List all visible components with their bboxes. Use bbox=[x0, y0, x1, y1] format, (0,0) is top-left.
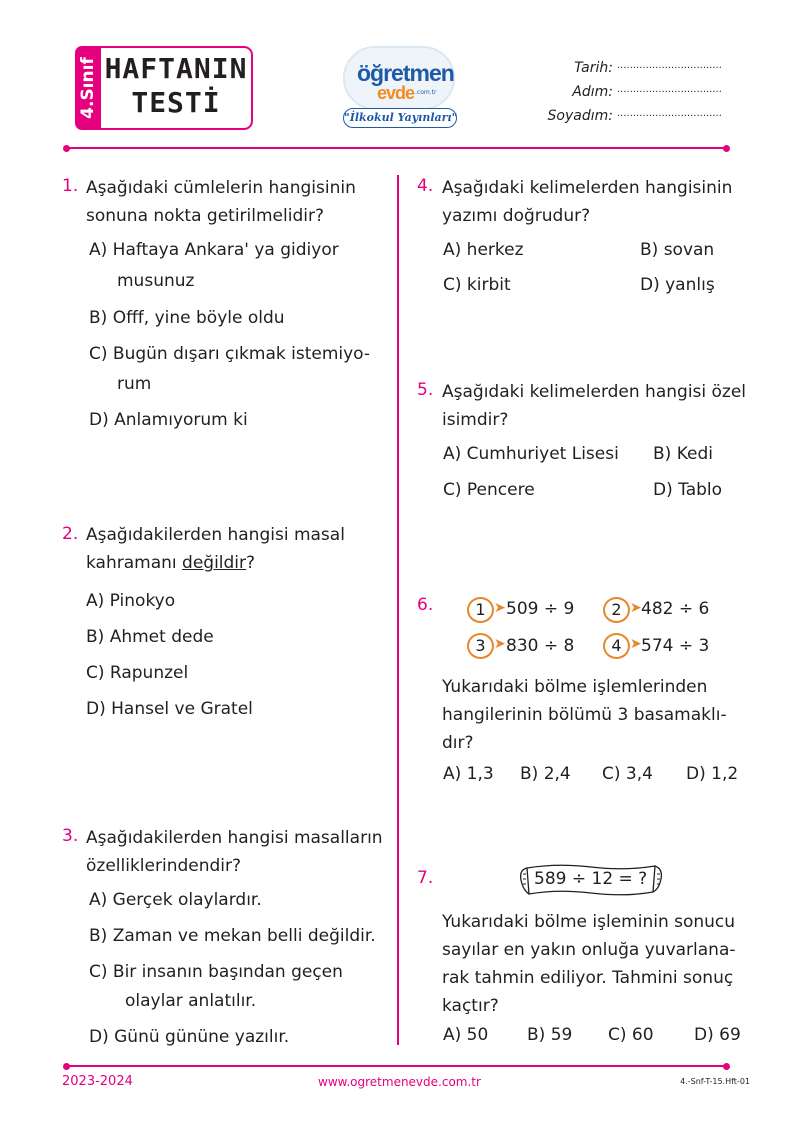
q4-stem-line-1: Aşağıdaki kelimelerden hangisinin bbox=[442, 178, 733, 198]
q7-option-c[interactable]: C) 60 bbox=[608, 1025, 654, 1045]
logo-word-evde: evde bbox=[377, 83, 415, 103]
q6-item-3-number-circle: 3 bbox=[467, 633, 494, 659]
q1-stem bbox=[86, 174, 356, 230]
q6-option-a[interactable]: A) 1,3 bbox=[443, 764, 494, 784]
name-label: Adım: bbox=[572, 84, 613, 100]
q4-option-b[interactable]: B) sovan bbox=[640, 240, 715, 260]
logo-word-ogretmen: öğretmen bbox=[357, 60, 454, 86]
test-title bbox=[103, 52, 249, 120]
q1-option-a[interactable]: A) Haftaya Ankara' ya gidiyor bbox=[89, 240, 339, 260]
q2-stem-underlined: değildir bbox=[182, 553, 247, 573]
q7-option-d[interactable]: D) 69 bbox=[694, 1025, 741, 1045]
q2-stem bbox=[86, 521, 345, 577]
q6-item-1-expression: 509 ÷ 9 bbox=[506, 599, 575, 619]
q3-option-a[interactable]: A) Gerçek olaylardır. bbox=[89, 890, 262, 910]
arrow-right-icon: ➤ bbox=[494, 600, 506, 616]
logo-ribbon: "İlkokul Yayınları" bbox=[343, 108, 457, 128]
q3-stem-line-2: özelliklerindendir? bbox=[86, 856, 242, 876]
surname-line[interactable]: ................................. bbox=[617, 108, 722, 119]
q6-item-4-expression: 574 ÷ 3 bbox=[641, 636, 710, 656]
q3-option-c[interactable]: C) Bir insanın başından geçen bbox=[89, 962, 343, 982]
header-rule-dot-right bbox=[723, 145, 730, 152]
footer-rule-dot-right bbox=[723, 1063, 730, 1070]
title-line-2: TESTİ bbox=[131, 86, 221, 119]
q3-option-c-cont: olaylar anlatılır. bbox=[125, 991, 257, 1011]
q4-option-c[interactable]: C) kirbit bbox=[443, 275, 511, 295]
q3-stem bbox=[86, 824, 383, 880]
q1-stem-line-2: sonuna nokta getirilmelidir? bbox=[86, 206, 324, 226]
q1-option-a-cont: musunuz bbox=[117, 271, 195, 291]
q7-number: 7. bbox=[417, 868, 434, 888]
logo-domain: .com.tr bbox=[415, 89, 437, 96]
q3-number: 3. bbox=[62, 826, 79, 846]
column-divider bbox=[397, 175, 399, 1045]
q7-stem-line-4: kaçtır? bbox=[442, 996, 499, 1016]
arrow-right-icon: ➤ bbox=[630, 600, 642, 616]
q1-option-c-cont: rum bbox=[117, 374, 152, 394]
q6-stem-line-2: hangilerinin bölümü 3 basamaklı- bbox=[442, 705, 727, 725]
q7-stem bbox=[442, 908, 736, 1020]
q6-number: 6. bbox=[417, 595, 434, 615]
q6-stem bbox=[442, 673, 727, 757]
q1-number: 1. bbox=[62, 176, 79, 196]
q7-scroll-expression: 589 ÷ 12 = ? bbox=[534, 869, 648, 889]
q6-option-b[interactable]: B) 2,4 bbox=[520, 764, 571, 784]
footer-page-code: 4.-Snf-T-15.Hft-01 bbox=[680, 1077, 750, 1086]
q2-number: 2. bbox=[62, 524, 79, 544]
arrow-right-icon: ➤ bbox=[494, 636, 506, 652]
footer-divider bbox=[66, 1065, 726, 1067]
q6-option-d[interactable]: D) 1,2 bbox=[686, 764, 739, 784]
q4-option-a[interactable]: A) herkez bbox=[443, 240, 524, 260]
q2-stem-line-1: Aşağıdakilerden hangisi masal bbox=[86, 525, 345, 545]
q5-stem-line-2: isimdir? bbox=[442, 410, 509, 430]
q5-option-d[interactable]: D) Tablo bbox=[653, 480, 723, 500]
q1-stem-line-1: Aşağıdaki cümlelerin hangisinin bbox=[86, 178, 356, 198]
q7-stem-line-3: rak tahmin ediliyor. Tahmini sonuç bbox=[442, 968, 734, 988]
q3-option-d[interactable]: D) Günü gününe yazılır. bbox=[89, 1027, 290, 1047]
q6-item-1-number-circle: 1 bbox=[467, 597, 494, 623]
q6-stem-line-3: dır? bbox=[442, 733, 474, 753]
q7-stem-line-2: sayılar en yakın onluğa yuvarlana- bbox=[442, 940, 736, 960]
q6-item-3-expression: 830 ÷ 8 bbox=[506, 636, 575, 656]
q2-option-a[interactable]: A) Pinokyo bbox=[86, 591, 176, 611]
q1-option-c[interactable]: C) Bugün dışarı çıkmak istemiyo- bbox=[89, 344, 371, 364]
q6-stem-line-1: Yukarıdaki bölme işlemlerinden bbox=[442, 677, 708, 697]
grade-label: 4.Sınıf bbox=[78, 57, 98, 119]
q2-stem-prefix: kahramanı bbox=[86, 553, 183, 573]
q7-option-b[interactable]: B) 59 bbox=[527, 1025, 573, 1045]
q4-option-d[interactable]: D) yanlış bbox=[640, 275, 715, 295]
q7-option-a[interactable]: A) 50 bbox=[443, 1025, 489, 1045]
q6-item-2-expression: 482 ÷ 6 bbox=[641, 599, 710, 619]
q7-stem-line-1: Yukarıdaki bölme işleminin sonucu bbox=[442, 912, 736, 932]
q5-stem bbox=[442, 378, 746, 434]
q2-option-c[interactable]: C) Rapunzel bbox=[86, 663, 189, 683]
footer-year: 2023-2024 bbox=[62, 1074, 133, 1089]
q5-option-b[interactable]: B) Kedi bbox=[653, 444, 713, 464]
q5-option-c[interactable]: C) Pencere bbox=[443, 480, 535, 500]
q4-stem-line-2: yazımı doğrudur? bbox=[442, 206, 591, 226]
q2-stem-line-2 bbox=[86, 549, 345, 577]
q6-item-2-number-circle: 2 bbox=[603, 597, 630, 623]
date-label: Tarih: bbox=[574, 60, 613, 76]
footer-website-link[interactable]: www.ogretmenevde.com.tr bbox=[318, 1075, 481, 1089]
q1-option-d[interactable]: D) Anlamıyorum ki bbox=[89, 410, 248, 430]
q5-option-a[interactable]: A) Cumhuriyet Lisesi bbox=[443, 444, 619, 464]
date-line[interactable]: ................................. bbox=[617, 60, 722, 71]
q5-stem-line-1: Aşağıdaki kelimelerden hangisi özel bbox=[442, 382, 747, 402]
q3-option-b[interactable]: B) Zaman ve mekan belli değildir. bbox=[89, 926, 376, 946]
q4-stem bbox=[442, 174, 732, 230]
surname-label: Soyadım: bbox=[547, 108, 613, 124]
name-line[interactable]: ................................. bbox=[617, 84, 722, 95]
header-divider bbox=[66, 147, 726, 149]
q4-number: 4. bbox=[417, 176, 434, 196]
q3-stem-line-1: Aşağıdakilerden hangisi masalların bbox=[86, 828, 383, 848]
q2-option-d[interactable]: D) Hansel ve Gratel bbox=[86, 699, 253, 719]
q5-number: 5. bbox=[417, 380, 434, 400]
q6-option-c[interactable]: C) 3,4 bbox=[602, 764, 653, 784]
title-line-1: HAFTANIN bbox=[104, 52, 248, 85]
publisher-logo bbox=[343, 44, 457, 130]
grade-tab bbox=[75, 46, 101, 130]
arrow-right-icon: ➤ bbox=[630, 636, 642, 652]
q6-item-4-number-circle: 4 bbox=[603, 633, 630, 659]
q1-option-b[interactable]: B) Offf, yine böyle oldu bbox=[89, 308, 285, 328]
q2-stem-suffix: ? bbox=[246, 553, 256, 573]
q2-option-b[interactable]: B) Ahmet dede bbox=[86, 627, 214, 647]
